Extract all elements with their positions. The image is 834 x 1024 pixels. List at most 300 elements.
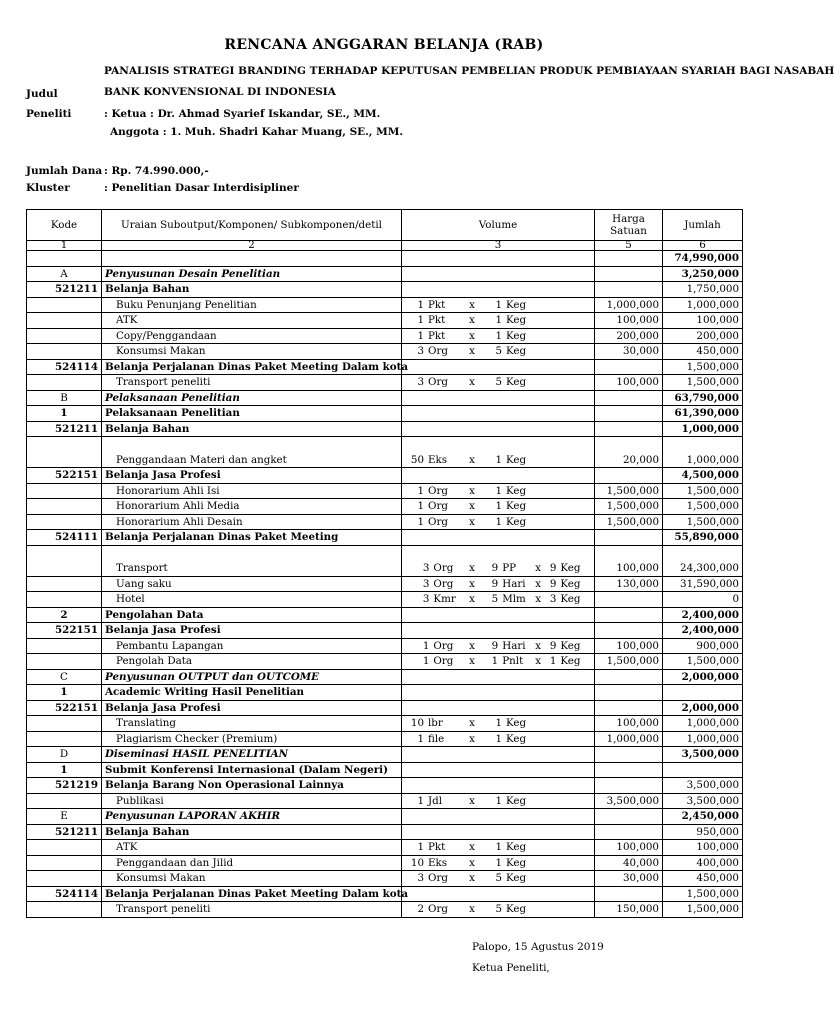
volume-u3: Keg [560, 639, 581, 652]
row-harga [595, 282, 663, 298]
volume-cell [402, 871, 595, 887]
volume-u1: file [428, 732, 445, 745]
row-jumlah: 1,500,000 [663, 514, 743, 530]
row-kode: 521211 [27, 824, 102, 840]
row-uraian: Academic Writing Hasil Penelitian [102, 685, 402, 701]
volume-v2: 1 [495, 484, 502, 497]
row-harga: 20,000 [595, 437, 663, 468]
volume-v2: 9 [491, 577, 499, 590]
table-row [27, 654, 743, 670]
row-uraian: Pengolah Data [102, 654, 402, 670]
volume-u1: Org [428, 872, 448, 884]
volume-u3: Keg [560, 655, 581, 667]
row-uraian: Belanja Jasa Profesi [102, 623, 402, 639]
volume-v3: 9 [549, 577, 557, 590]
row-harga [595, 685, 663, 701]
row-kode [27, 375, 102, 391]
row-kode: D [27, 747, 102, 763]
row-uraian: Translating [102, 716, 402, 732]
volume-u1: Pkt [428, 298, 446, 311]
row-uraian: Belanja Bahan [102, 421, 402, 437]
row-volume [402, 359, 595, 375]
volume-cell [402, 297, 595, 313]
peneliti-label: Peneliti [26, 108, 72, 120]
row-jumlah: 450,000 [663, 871, 743, 887]
row-kode: 1 [27, 685, 102, 701]
dana-label: Jumlah Dana [26, 165, 103, 177]
volume-v3: 9 [549, 639, 557, 652]
volume-u3: Keg [560, 593, 581, 605]
row-kode [27, 499, 102, 515]
volume-v1: 3 [417, 376, 424, 388]
row-jumlah: 2,450,000 [663, 809, 743, 825]
row-volume [402, 406, 595, 422]
volume-cell [402, 483, 595, 499]
row-kode [27, 576, 102, 592]
volume-u1: lbr [428, 717, 443, 729]
volume-cell [402, 638, 595, 654]
row-kode: 1 [27, 762, 102, 778]
row-kode [27, 344, 102, 360]
table-row [27, 468, 743, 484]
row-uraian: Belanja Bahan [102, 282, 402, 298]
row-uraian: Uang saku [102, 576, 402, 592]
volume-cell [402, 654, 595, 670]
volume-u2: Keg [506, 841, 527, 853]
row-harga [595, 406, 663, 422]
row-harga: 1,000,000 [595, 731, 663, 747]
volume-u1: Org [433, 639, 454, 652]
row-volume [402, 778, 595, 794]
volume-x2: x [535, 639, 542, 652]
row-uraian: Belanja Barang Non Operasional Lainnya [102, 778, 402, 794]
row-harga [595, 778, 663, 794]
table-row [27, 669, 743, 685]
row-uraian: Pelaksanaan Penelitian [102, 390, 402, 406]
volume-x1: x [469, 903, 475, 915]
table-row [27, 499, 743, 515]
row-jumlah: 63,790,000 [663, 390, 743, 406]
volume-v2: 1 [495, 329, 502, 342]
row-uraian: Publikasi [102, 793, 402, 809]
kluster-label: Kluster [26, 182, 70, 194]
row-kode [27, 313, 102, 329]
table-row [27, 390, 743, 406]
volume-x1: x [469, 577, 475, 590]
volume-cell [402, 840, 595, 856]
row-jumlah: 3,500,000 [663, 747, 743, 763]
header-volume: Volume [402, 210, 595, 241]
column-number-row [27, 241, 743, 251]
row-jumlah: 55,890,000 [663, 530, 743, 546]
row-jumlah: 950,000 [663, 824, 743, 840]
volume-x2: x [535, 655, 542, 667]
row-jumlah: 61,390,000 [663, 406, 743, 422]
row-kode [27, 716, 102, 732]
volume-v2: 1 [495, 515, 502, 528]
table-row [27, 855, 743, 871]
budget-table [26, 209, 743, 918]
row-uraian: Honorarium Ahli Desain [102, 514, 402, 530]
table-row [27, 297, 743, 313]
volume-cell [402, 855, 595, 871]
volume-u2: Hari [502, 639, 526, 652]
row-kode: 524111 [27, 530, 102, 546]
volume-u2: Keg [506, 298, 527, 311]
table-row [27, 313, 743, 329]
table-row [27, 282, 743, 298]
row-jumlah: 900,000 [663, 638, 743, 654]
volume-u2: Pnlt [502, 655, 524, 667]
volume-v1: 1 [417, 298, 424, 311]
volume-v3: 9 [549, 562, 557, 574]
row-harga: 1,000,000 [595, 297, 663, 313]
table-row [27, 809, 743, 825]
row-uraian: Konsumsi Makan [102, 871, 402, 887]
row-kode: 522151 [27, 700, 102, 716]
volume-u1: Org [428, 903, 448, 915]
volume-x2: x [535, 593, 542, 605]
row-harga [595, 809, 663, 825]
volume-x1: x [469, 717, 475, 729]
volume-v3: 3 [549, 593, 557, 605]
row-jumlah: 1,000,000 [663, 297, 743, 313]
row-volume [402, 762, 595, 778]
volume-u1: Eks [428, 453, 448, 466]
row-uraian: Pembantu Lapangan [102, 638, 402, 654]
row-uraian: Belanja Perjalanan Dinas Paket Meeting Dalam kota [102, 886, 402, 902]
header-uraian: Uraian Suboutput/Komponen/ Subkomponen/detil [102, 210, 402, 241]
volume-v1: 10 [410, 856, 424, 869]
row-kode: 524114 [27, 359, 102, 375]
row-uraian: Copy/Penggandaan [102, 328, 402, 344]
total-row [27, 251, 743, 267]
colnum-6: 6 [663, 241, 743, 251]
kluster-value: : Penelitian Dasar Interdisipliner [104, 182, 299, 194]
row-kode [27, 654, 102, 670]
volume-v2: 9 [491, 562, 499, 574]
volume-x1: x [469, 639, 475, 652]
row-kode [27, 483, 102, 499]
volume-u1: Jdl [428, 794, 443, 807]
volume-u2: Keg [506, 484, 527, 497]
volume-u1: Org [428, 484, 448, 497]
table-row [27, 592, 743, 608]
volume-v1: 1 [417, 484, 424, 497]
row-uraian: Pengolahan Data [102, 607, 402, 623]
row-kode: 2 [27, 607, 102, 623]
row-harga: 1,500,000 [595, 514, 663, 530]
row-jumlah [663, 762, 743, 778]
volume-cell [402, 375, 595, 391]
volume-v2: 9 [491, 639, 499, 652]
volume-v2: 5 [491, 593, 499, 605]
row-jumlah: 1,500,000 [663, 359, 743, 375]
volume-u2: Keg [506, 515, 527, 528]
row-harga [595, 421, 663, 437]
volume-v1: 1 [417, 329, 424, 342]
dana-value: : Rp. 74.990.000,- [104, 165, 209, 177]
volume-u2: Keg [506, 903, 527, 915]
row-kode [27, 638, 102, 654]
row-harga: 40,000 [595, 855, 663, 871]
row-volume [402, 390, 595, 406]
row-harga [595, 623, 663, 639]
row-volume [402, 468, 595, 484]
row-harga [595, 669, 663, 685]
volume-cell [402, 313, 595, 329]
volume-v2: 1 [495, 856, 502, 869]
row-jumlah: 3,500,000 [663, 793, 743, 809]
volume-u2: Keg [506, 794, 527, 807]
row-jumlah: 0 [663, 592, 743, 608]
volume-cell [402, 499, 595, 515]
row-harga [595, 390, 663, 406]
table-row [27, 483, 743, 499]
row-kode [27, 514, 102, 530]
volume-v2: 1 [495, 314, 502, 326]
row-volume [402, 607, 595, 623]
volume-x1: x [469, 732, 475, 745]
row-jumlah: 1,000,000 [663, 437, 743, 468]
row-jumlah: 2,000,000 [663, 669, 743, 685]
volume-v2: 1 [495, 500, 502, 512]
anggota-value: Anggota : 1. Muh. Shadri Kahar Muang, SE., MM. [110, 126, 404, 138]
row-jumlah: 4,500,000 [663, 468, 743, 484]
volume-x1: x [469, 484, 475, 497]
row-uraian: Belanja Bahan [102, 824, 402, 840]
volume-x1: x [469, 314, 475, 326]
volume-v3: 1 [549, 655, 557, 667]
volume-u3: Keg [560, 562, 581, 574]
volume-cell [402, 328, 595, 344]
judul-value: BANK KONVENSIONAL DI INDONESIA [104, 86, 336, 98]
row-jumlah: 1,500,000 [663, 886, 743, 902]
volume-cell [402, 545, 595, 576]
table-row [27, 437, 743, 468]
row-jumlah: 1,500,000 [663, 375, 743, 391]
volume-u3: Keg [560, 577, 581, 590]
row-jumlah: 1,000,000 [663, 731, 743, 747]
volume-x1: x [469, 345, 475, 357]
volume-v2: 5 [495, 376, 502, 388]
row-harga [595, 700, 663, 716]
volume-v1: 1 [417, 732, 424, 745]
row-volume [402, 266, 595, 282]
row-uraian: Buku Penunjang Penelitian [102, 297, 402, 313]
table-row [27, 793, 743, 809]
table-row [27, 762, 743, 778]
volume-u1: Org [433, 562, 454, 574]
table-row [27, 328, 743, 344]
row-volume [402, 669, 595, 685]
row-harga [595, 886, 663, 902]
volume-v2: 5 [495, 903, 502, 915]
row-harga: 1,500,000 [595, 654, 663, 670]
row-harga: 100,000 [595, 545, 663, 576]
row-uraian: ATK [102, 840, 402, 856]
volume-u1: Org [428, 500, 448, 512]
volume-cell [402, 592, 595, 608]
row-kode [27, 545, 102, 576]
volume-u2: Keg [506, 314, 527, 326]
row-kode: 524114 [27, 886, 102, 902]
volume-u1: Pkt [428, 841, 446, 853]
row-uraian: Honorarium Ahli Isi [102, 483, 402, 499]
row-uraian: Plagiarism Checker (Premium) [102, 731, 402, 747]
row-uraian: Pelaksanaan Penelitian [102, 406, 402, 422]
table-row [27, 576, 743, 592]
row-harga: 30,000 [595, 344, 663, 360]
volume-v2: 1 [491, 655, 499, 667]
row-harga [595, 468, 663, 484]
table-row [27, 716, 743, 732]
volume-cell [402, 344, 595, 360]
row-uraian: ATK [102, 313, 402, 329]
row-harga: 130,000 [595, 576, 663, 592]
row-harga: 100,000 [595, 375, 663, 391]
row-volume [402, 685, 595, 701]
row-kode [27, 840, 102, 856]
row-kode: C [27, 669, 102, 685]
row-jumlah: 2,400,000 [663, 623, 743, 639]
volume-u1: Org [428, 345, 448, 357]
volume-cell [402, 716, 595, 732]
volume-u1: Org [433, 577, 454, 590]
row-kode [27, 592, 102, 608]
row-volume [402, 824, 595, 840]
volume-x1: x [469, 794, 475, 807]
volume-u1: Pkt [428, 329, 446, 342]
volume-x1: x [469, 500, 475, 512]
volume-v2: 1 [495, 794, 502, 807]
volume-v1: 1 [417, 841, 424, 853]
volume-v1: 2 [417, 903, 424, 915]
volume-v2: 1 [495, 717, 502, 729]
row-harga: 150,000 [595, 902, 663, 918]
volume-v1: 1 [417, 794, 424, 807]
volume-x1: x [469, 376, 475, 388]
table-row [27, 266, 743, 282]
row-jumlah: 31,590,000 [663, 576, 743, 592]
volume-cell [402, 902, 595, 918]
row-uraian: Transport peneliti [102, 375, 402, 391]
volume-x2: x [535, 577, 542, 590]
table-row [27, 871, 743, 887]
header-row [27, 210, 743, 241]
row-kode: B [27, 390, 102, 406]
table-row [27, 731, 743, 747]
row-uraian: Belanja Jasa Profesi [102, 700, 402, 716]
volume-u1: Org [428, 376, 448, 388]
table-row [27, 638, 743, 654]
row-harga: 100,000 [595, 638, 663, 654]
table-row [27, 886, 743, 902]
volume-u2: Keg [506, 717, 527, 729]
table-row [27, 359, 743, 375]
volume-u2: Keg [506, 500, 527, 512]
row-jumlah: 1,000,000 [663, 421, 743, 437]
volume-cell [402, 576, 595, 592]
row-kode: 522151 [27, 468, 102, 484]
volume-v1: 3 [417, 345, 424, 357]
row-harga [595, 762, 663, 778]
row-harga: 1,500,000 [595, 499, 663, 515]
row-kode: E [27, 809, 102, 825]
row-harga: 200,000 [595, 328, 663, 344]
row-harga [595, 607, 663, 623]
row-jumlah: 24,300,000 [663, 545, 743, 576]
row-harga [595, 359, 663, 375]
row-volume [402, 700, 595, 716]
table-row [27, 545, 743, 576]
volume-u2: PP [502, 562, 517, 574]
row-jumlah: 1,500,000 [663, 499, 743, 515]
volume-x1: x [469, 562, 475, 574]
row-jumlah: 100,000 [663, 313, 743, 329]
row-jumlah: 1,000,000 [663, 716, 743, 732]
row-jumlah: 3,250,000 [663, 266, 743, 282]
volume-x1: x [469, 841, 475, 853]
volume-x1: x [469, 593, 475, 605]
volume-v1: 3 [422, 577, 430, 590]
row-volume [402, 623, 595, 639]
volume-u1: Org [433, 655, 454, 667]
volume-x1: x [469, 453, 475, 466]
row-uraian: Transport [102, 545, 402, 576]
colnum-5: 5 [595, 241, 663, 251]
row-kode [27, 297, 102, 313]
volume-v1: 3 [417, 872, 424, 884]
row-jumlah: 400,000 [663, 855, 743, 871]
volume-v1: 1 [422, 639, 430, 652]
volume-v1: 10 [410, 717, 424, 729]
volume-v2: 1 [495, 841, 502, 853]
row-kode [27, 328, 102, 344]
row-uraian: Penyusunan OUTPUT dan OUTCOME [102, 669, 402, 685]
row-harga: 100,000 [595, 716, 663, 732]
row-kode [27, 793, 102, 809]
row-harga: 3,500,000 [595, 793, 663, 809]
row-uraian: Penyusunan Desain Penelitian [102, 266, 402, 282]
ketua-value: : Ketua : Dr. Ahmad Syarief Iskandar, SE., MM. [104, 108, 381, 120]
volume-u2: Keg [506, 376, 527, 388]
volume-u2: Hari [502, 577, 526, 590]
table-row [27, 778, 743, 794]
document-title: RENCANA ANGGARAN BELANJA (RAB) [224, 37, 544, 53]
volume-cell [402, 731, 595, 747]
row-harga: 100,000 [595, 840, 663, 856]
table-row [27, 685, 743, 701]
row-jumlah: 2,400,000 [663, 607, 743, 623]
row-jumlah: 200,000 [663, 328, 743, 344]
volume-u2: Keg [506, 345, 527, 357]
volume-x1: x [469, 329, 475, 342]
row-kode: 521219 [27, 778, 102, 794]
row-harga [595, 747, 663, 763]
row-jumlah: 1,500,000 [663, 483, 743, 499]
row-volume [402, 530, 595, 546]
row-kode [27, 902, 102, 918]
table-row [27, 840, 743, 856]
row-uraian: Penggandaan Materi dan angket [102, 437, 402, 468]
volume-x1: x [469, 515, 475, 528]
row-jumlah [663, 685, 743, 701]
colnum-3: 3 [402, 241, 595, 251]
table-row [27, 824, 743, 840]
place-date: Palopo, 15 Agustus 2019 [472, 941, 604, 953]
row-uraian: Honorarium Ahli Media [102, 499, 402, 515]
